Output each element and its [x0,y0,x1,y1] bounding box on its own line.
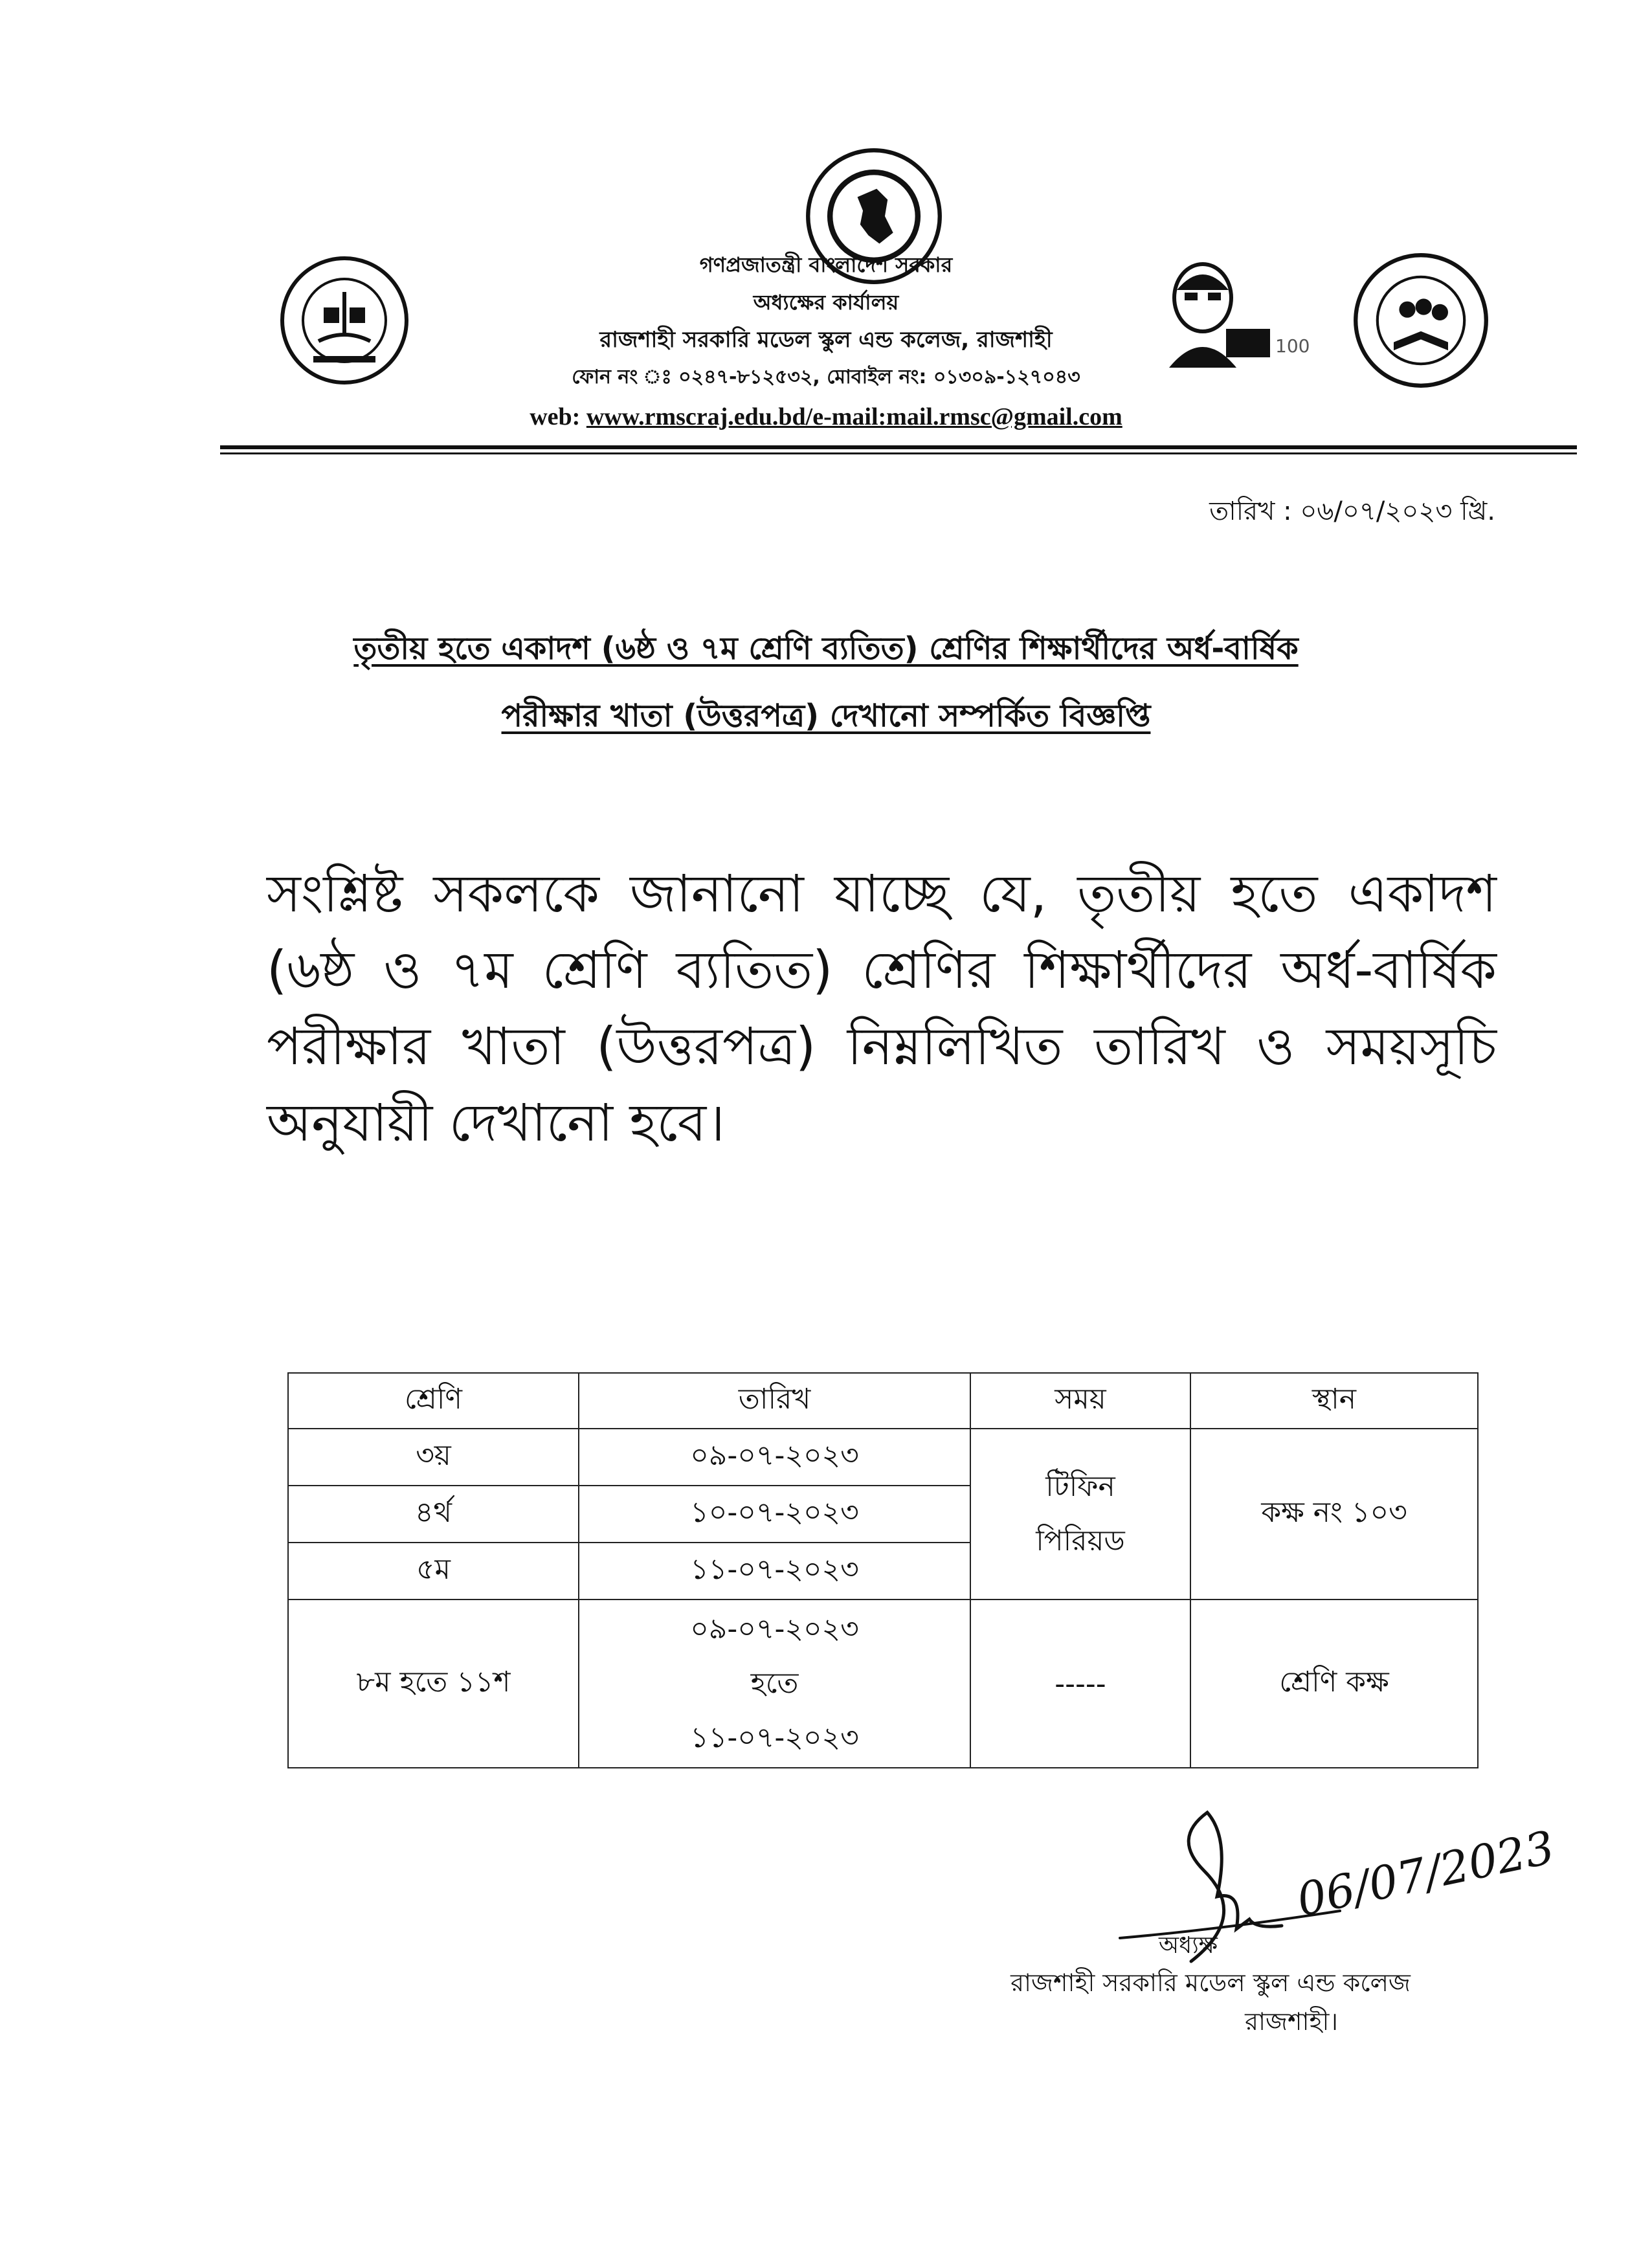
header-divider-thick [220,445,1577,449]
class-cell: ৩য় [288,1429,579,1486]
class-cell: ৫ম [288,1543,579,1600]
date-cell: ১১-০৭-২০২৩ [579,1543,970,1600]
header-government: গণপ্রজাতন্ত্রী বাংলাদেশ সরকার [699,252,953,277]
web-label: web: [530,403,581,430]
header-time: সময় [970,1373,1190,1429]
time-cell: ----- [970,1600,1190,1768]
signatory-college: রাজশাহী সরকারি মডেল স্কুল এন্ড কলেজ [1010,1968,1411,1997]
web-email-link[interactable]: www.rmscraj.edu.bd/e-mail:mail.rmsc@gmail.com [586,403,1122,430]
header-web-email [0,403,1652,432]
notice-body: সংশ্লিষ্ট সকলকে জানানো যাচ্ছে যে, তৃতীয় হতে একাদশ (৬ষ্ঠ ও ৭ম শ্রেণি ব্যতিত) শ্রেণির শিক্ষার্থীদের অর্ধ-বার্ষিক পরীক্ষার খাতা (উত্তরপত্র) নিম্নলিখিত তারিখ ও সময়সূচি অনুযায়ী দেখানো হবে। [267,864,1497,1153]
header-college: রাজশাহী সরকারি মডেল স্কুল এন্ড কলেজ, রাজশাহী [599,327,1053,353]
header-divider-thin [220,452,1577,454]
place-cell: শ্রেণি কক্ষ [1190,1600,1478,1768]
notice-title-line-1: তৃতীয় হতে একাদশ (৬ষ্ঠ ও ৭ম শ্রেণি ব্যতিত) শ্রেণির শিক্ষার্থীদের অর্ধ-বার্ষিক [353,630,1299,667]
class-cell: ৮ম হতে ১১শ [288,1600,579,1768]
signatory-title: অধ্যক্ষ [1159,1932,1218,1959]
table-header-row [288,1373,1478,1429]
notice-title-line-2: পরীক্ষার খাতা (উত্তরপত্র) দেখানো সম্পর্কিত বিজ্ঞপ্তি [501,698,1151,734]
header-date: তারিখ [579,1373,970,1429]
principal-signature [1094,1800,1559,1968]
date-cell: ০৯-০৭-২০২৩ [579,1429,970,1486]
header-phone: ফোন নং ঃ ০২৪৭-৮১২৫৩২, মোবাইল নং: ০১৩০৯-১২৭০৪৩ [572,366,1080,388]
class-cell: ৪র্থ [288,1486,579,1543]
table-row [288,1429,1478,1486]
schedule-table [287,1372,1479,1768]
svg-text:100: 100 [1275,335,1310,357]
date-cell: ১০-০৭-২০২৩ [579,1486,970,1543]
header-class: শ্রেণি [288,1373,579,1429]
time-cell-tiffin: টিফিন পিরিয়ড [970,1429,1190,1600]
date-range-cell: ০৯-০৭-২০২৩ হতে ১১-০৭-২০২৩ [579,1600,970,1768]
header-place: স্থান [1190,1373,1478,1429]
header-office: অধ্যক্ষের কার্যালয় [753,290,899,315]
notice-date: তারিখ : ০৬/০৭/২০২৩ খ্রি. [1209,496,1495,526]
signatory-city: রাজশাহী। [1245,2007,1338,2036]
place-cell-room: কক্ষ নং ১০৩ [1190,1429,1478,1600]
table-row [288,1600,1478,1768]
svg-text:06/07/2023: 06/07/2023 [1292,1820,1559,1927]
